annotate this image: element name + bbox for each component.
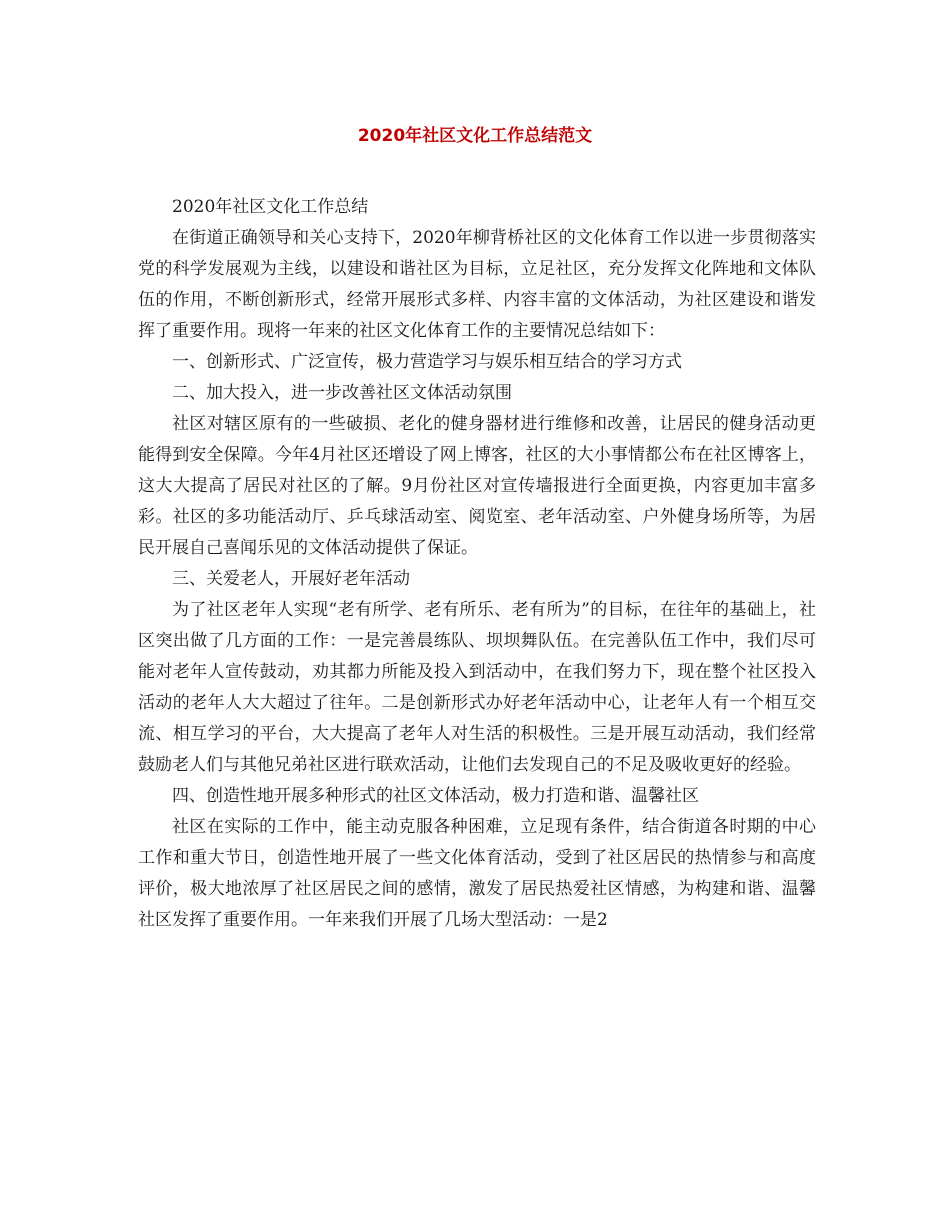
section-heading-3: 三、关爱老人，开展好老年活动: [172, 569, 410, 589]
document-title: 2020年社区文化工作总结范文: [357, 126, 593, 146]
paragraph-section-2: 社区对辖区原有的一些破损、老化的健身器材进行维修和改善，让居民的健身活动更能得到安全保障。今年4月社区还增设了网上博客，社区的大小事情都公布在社区博客上，这大大提高了居民对社区的了解。9月份社区对宣传墙报进行全面更换，内容更加丰富多彩。社区的多功能活动厅、乒乓球活动室、阅览室、老年活动室、户外健身场所等，为居民开展自己喜闻乐见的文体活动提供了保证。: [138, 414, 816, 558]
section-heading-4: 四、创造性地开展多种形式的社区文体活动，极力打造和谐、温馨社区: [172, 786, 699, 806]
paragraph-intro: 在街道正确领导和关心支持下，2020年柳背桥社区的文化体育工作以进一步贯彻落实党的科学发展观为主线，以建设和谐社区为目标，立足社区，充分发挥文化阵地和文体队伍的作用，不断创新形式，经常开展形式多样、内容丰富的文体活动，为社区建设和谐发挥了重要作用。现将一年来的社区文化体育工作的主要情况总结如下：: [138, 228, 816, 341]
section-heading-2: 二、加大投入，进一步改善社区文体活动氛围: [172, 383, 512, 403]
paragraph-section-3: 为了社区老年人实现“老有所学、老有所乐、老有所为”的目标，在往年的基础上，社区突出做了几方面的工作：一是完善晨练队、坝坝舞队伍。在完善队伍工作中，我们尽可能对老年人宣传鼓动，劝其都力所能及投入到活动中，在我们努力下，现在整个社区投入活动的老年人大大超过了往年。二是创新形式办好老年活动中心，让老年人有一个相互交流、相互学习的平台，大大提高了老年人对生活的积极性。三是开展互动活动，我们经常鼓励老人们与其他兄弟社区进行联欢活动，让他们去发现自己的不足及吸收更好的经验。: [138, 600, 816, 775]
paragraph-section-4: 社区在实际的工作中，能主动克服各种困难，立足现有条件，结合街道各时期的中心工作和重大节日，创造性地开展了一些文化体育活动，受到了社区居民的热情参与和高度评价，极大地浓厚了社区居民之间的感情，激发了居民热爱社区情感，为构建和谐、温馨社区发挥了重要作用。一年来我们开展了几场大型活动：一是2: [138, 817, 816, 930]
section-heading-1: 一、创新形式、广泛宣传，极力营造学习与娱乐相互结合的学习方式: [172, 352, 682, 372]
paragraph-subtitle: 2020年社区文化工作总结: [172, 197, 369, 217]
document-body: [138, 192, 816, 936]
